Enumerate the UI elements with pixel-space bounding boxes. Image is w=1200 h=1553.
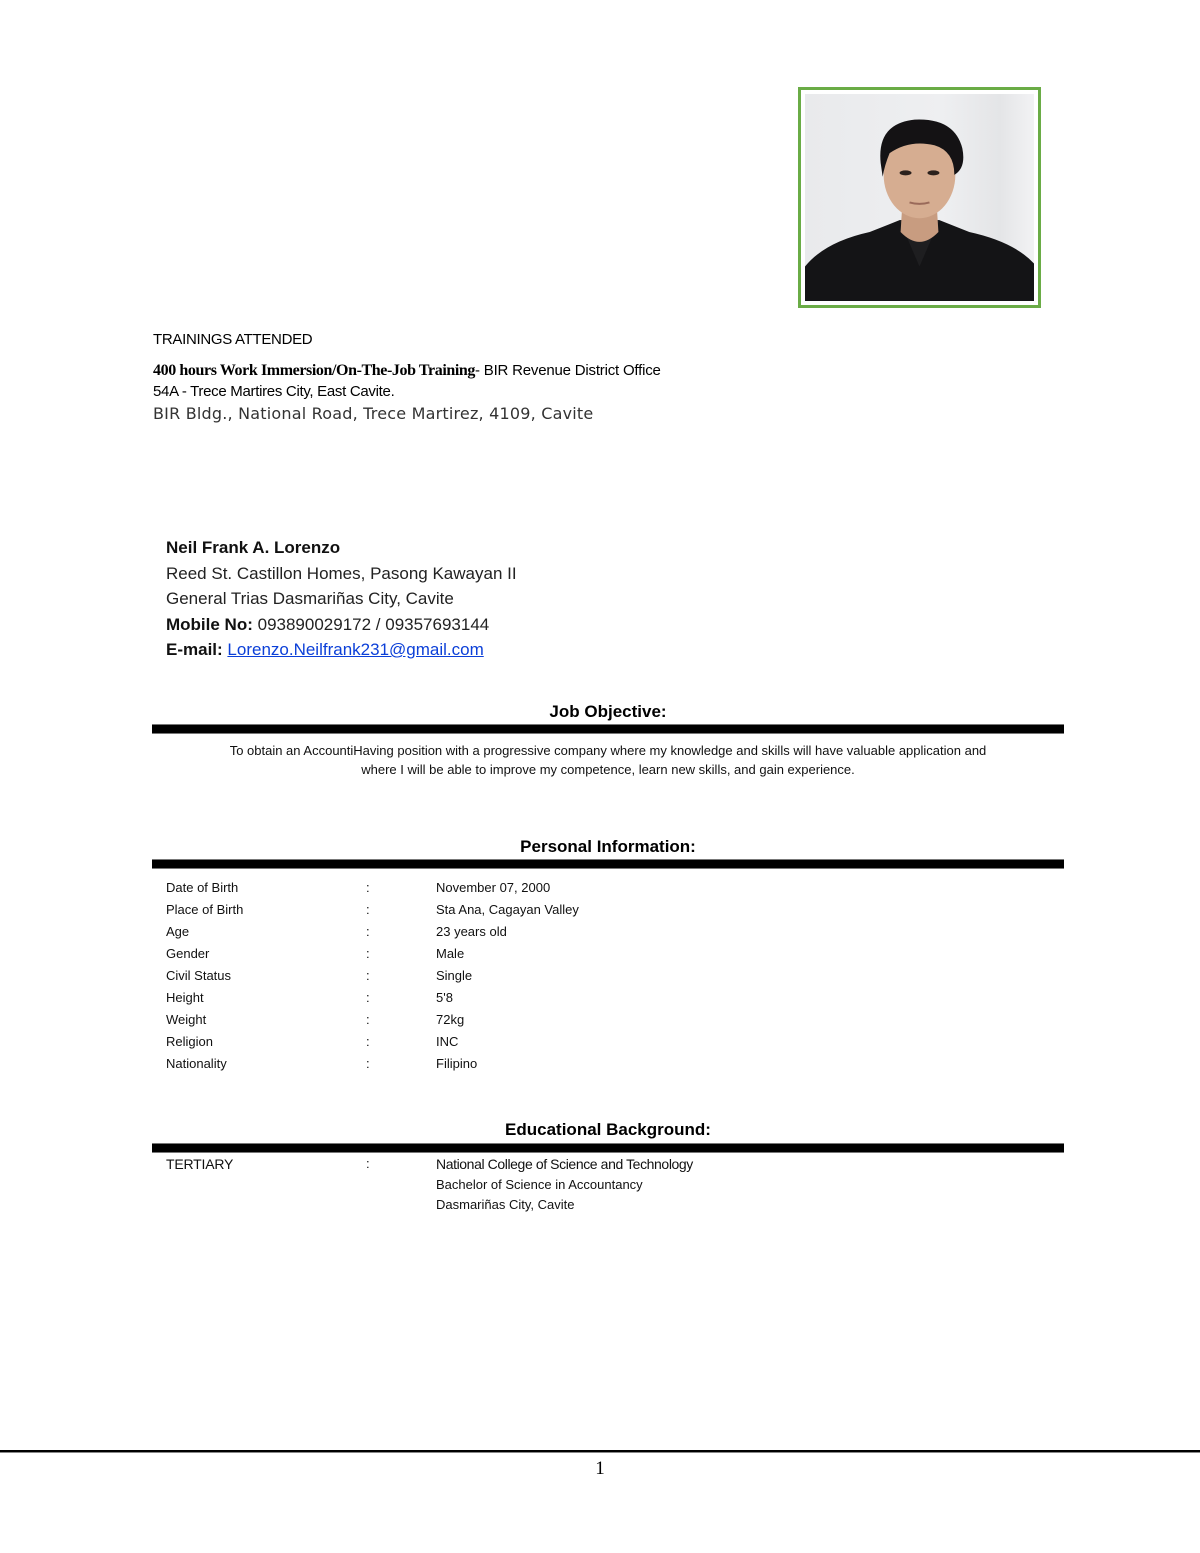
footer-rule: [0, 1450, 1200, 1453]
educational-background-title: Educational Background:: [505, 1120, 711, 1139]
objective-line-2: where I will be able to improve my competence, learn new skills, and gain experience.: [361, 762, 855, 777]
mobile-value: 093890029172 / 09357693144: [252, 614, 490, 634]
info-row-gender: [166, 943, 836, 965]
info-row-date-of-birth: [166, 877, 836, 899]
address-line-2: General Trias Dasmariñas City, Cavite: [166, 589, 454, 608]
info-row-place-of-birth: [166, 899, 836, 921]
email-line: [166, 637, 517, 663]
info-value: 72kg: [436, 1011, 465, 1027]
applicant-name: Neil Frank A. Lorenzo: [166, 538, 341, 557]
info-separator: :: [366, 902, 370, 918]
info-row-height: [166, 986, 836, 1008]
info-label: Date of Birth: [166, 880, 239, 896]
degree: Bachelor of Science in Accountancy: [436, 1176, 643, 1192]
training-title-line: [153, 361, 661, 381]
section-divider: [152, 859, 1064, 869]
info-value: Single: [436, 968, 473, 983]
info-value: Sta Ana, Cagayan Valley: [436, 902, 579, 918]
info-value: 23 years old: [436, 924, 507, 940]
education-level: TERTIARY: [166, 1156, 234, 1172]
info-value: November 07, 2000: [436, 880, 551, 896]
info-label: Civil Status: [166, 968, 232, 983]
email-label: E-mail:: [166, 640, 223, 659]
info-separator: :: [366, 968, 370, 983]
info-value: INC: [436, 1033, 459, 1049]
objective-line-1: To obtain an AccountiHaving position with a progressive company where my knowledge and skills will have valuable application and: [229, 743, 987, 758]
trainings-section: [153, 330, 661, 425]
info-row-religion: [166, 1030, 836, 1052]
school-location: Dasmariñas City, Cavite: [436, 1197, 575, 1212]
info-label: Height: [166, 989, 204, 1005]
job-objective-text: [152, 741, 1064, 779]
section-divider: [152, 724, 1064, 734]
info-label: Gender: [166, 946, 210, 962]
personal-information-table: [166, 877, 836, 1074]
education-details: [436, 1154, 693, 1216]
info-separator: :: [366, 946, 370, 962]
info-separator: :: [366, 880, 370, 896]
training-office: - BIR Revenue District Office: [475, 362, 661, 379]
info-value: 5'8: [436, 989, 453, 1005]
contact-block: [166, 535, 517, 663]
trainings-heading: TRAININGS ATTENDED: [153, 331, 313, 348]
info-row-age: [166, 921, 836, 943]
education-separator: :: [366, 1156, 370, 1171]
info-separator: :: [366, 1055, 370, 1071]
training-address: BIR Bldg., National Road, Trece Martirez, 4109, Cavite: [153, 404, 594, 423]
info-row-civil-status: [166, 965, 836, 987]
info-value: Male: [436, 946, 465, 962]
address-line-1: Reed St. Castillon Homes, Pasong Kawayan II: [166, 563, 517, 583]
job-objective-title: Job Objective:: [549, 702, 667, 721]
education-entry: [166, 1154, 693, 1216]
info-separator: :: [366, 924, 370, 940]
info-separator: :: [366, 989, 370, 1005]
page-number: 1: [595, 1458, 605, 1479]
info-row-weight: [166, 1008, 836, 1030]
mobile-line: [166, 612, 517, 638]
info-label: Nationality: [166, 1055, 227, 1071]
info-separator: :: [366, 1011, 370, 1027]
profile-photo: [805, 94, 1034, 301]
profile-photo-frame: [798, 87, 1041, 308]
education-row-tertiary: [166, 1154, 693, 1216]
training-location: 54A - Trece Martires City, East Cavite.: [153, 383, 395, 400]
training-title: 400 hours Work Immersion/On-The-Job Training: [153, 362, 476, 379]
info-label: Place of Birth: [166, 902, 244, 918]
info-label: Religion: [166, 1033, 213, 1049]
mobile-label: Mobile No:: [166, 614, 253, 634]
personal-information-title: Personal Information:: [520, 837, 696, 856]
school-name: National College of Science and Technology: [436, 1156, 693, 1172]
info-separator: :: [366, 1033, 370, 1049]
info-value: Filipino: [436, 1055, 478, 1071]
section-divider: [152, 1143, 1064, 1153]
person-silhouette-icon: [805, 94, 1034, 301]
email-link[interactable]: Lorenzo.Neilfrank231@gmail.com: [227, 640, 484, 659]
info-row-nationality: [166, 1052, 836, 1074]
info-label: Weight: [166, 1011, 207, 1027]
info-label: Age: [166, 924, 190, 940]
